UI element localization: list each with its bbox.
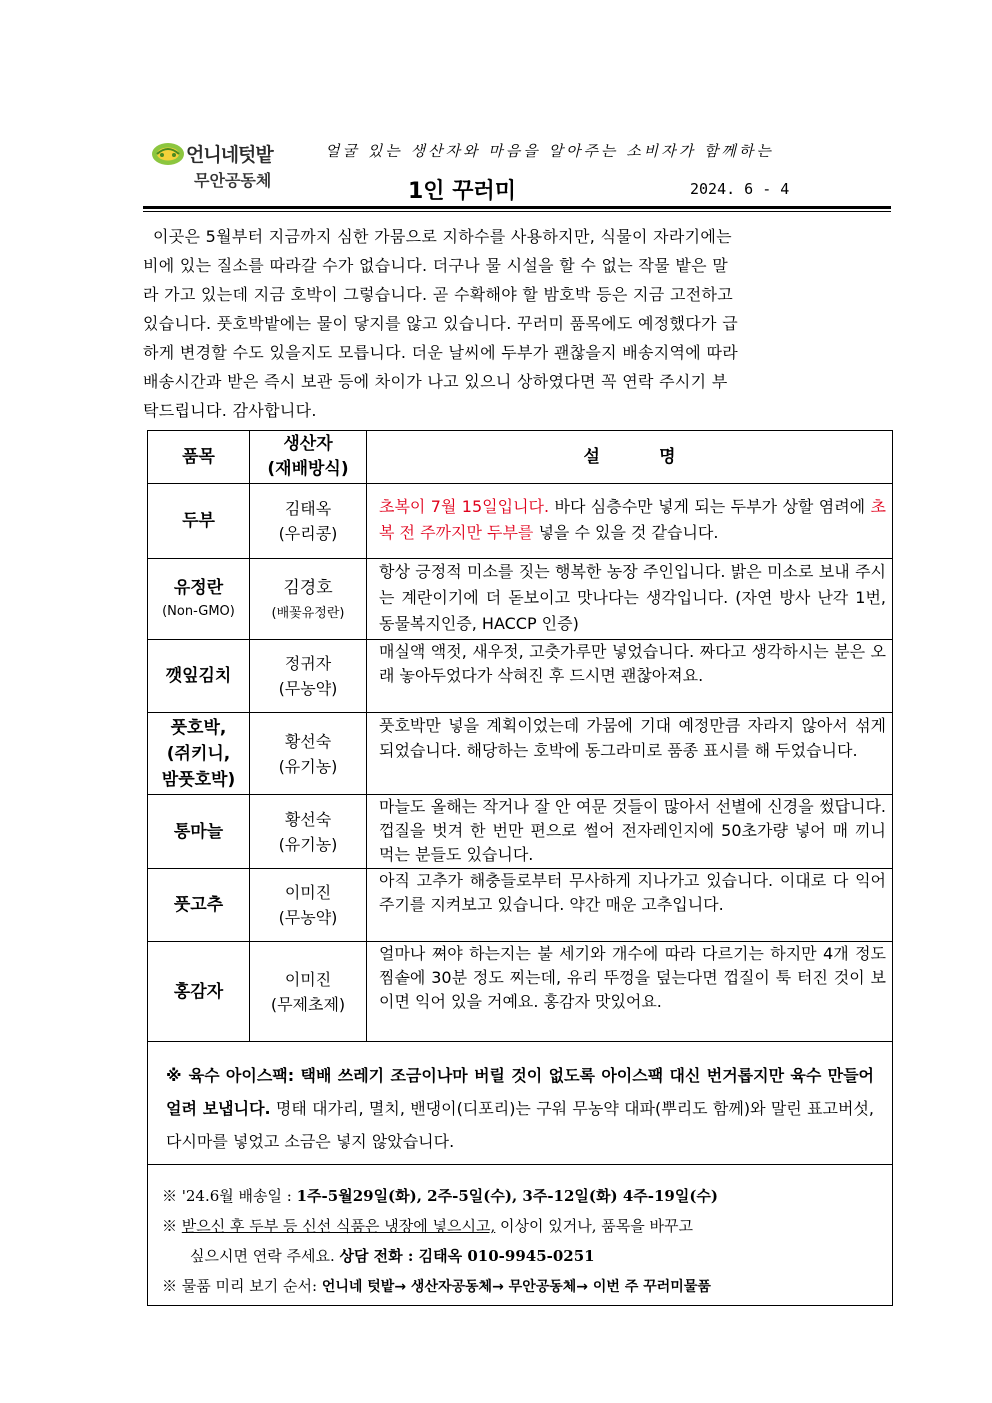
- item-note: (Non-GMO): [162, 604, 235, 619]
- header-desc: 설 명: [583, 446, 676, 467]
- table-row: [148, 484, 892, 559]
- cultivation-method: (배꽃유정란): [271, 606, 345, 621]
- item-name: 두부: [182, 511, 215, 531]
- preview-order: ※ 물품 미리 보기 순서: 언니네 텃밭→ 생산자공동체→ 무안공동체→ 이번 주 꾸러미물품: [162, 1277, 711, 1295]
- intro-line: 라 가고 있는데 지금 호박이 그렇습니다. 곧 수확해야 할 밤호박 등은 지금 고전하고: [143, 285, 733, 304]
- item-description: 매실액 액젓, 새우젓, 고춧가루만 넣었습니다. 짜다고 생각하시는 분은 오래 놓아두었다가 삭혀진 후 드시면 괜찮아져요.: [379, 642, 886, 685]
- item-description: 항상 긍정적 미소를 짓는 행복한 농장 주인입니다. 밝은 미소로 보내 주시는 계란이기에 더 돋보이고 맛나다는 생각입니다. (자연 방사 난각 1번, 동물복지인증, HACCP 인증): [379, 562, 886, 633]
- table-row: [148, 640, 892, 713]
- producer-name: 황선숙: [284, 809, 332, 829]
- item-name: 홍감자: [173, 981, 224, 1002]
- logo: [150, 138, 310, 190]
- storage-note: ※ 받으신 후 두부 등 신선 식품은 냉장에 넣으시고, 이상이 있거나, 품목을 바꾸고: [162, 1217, 693, 1235]
- table-row: [148, 869, 892, 942]
- table-row: [148, 942, 892, 1041]
- table-row: [148, 713, 892, 795]
- item-name: 통마늘: [173, 821, 224, 842]
- cultivation-method: (무농약): [278, 908, 338, 927]
- page-title: 1인 꾸러미: [408, 179, 516, 204]
- product-table: [147, 430, 893, 1042]
- header-item: 품목: [148, 431, 250, 483]
- contact-phone: 상담 전화 : 김태옥 010-9945-0251: [339, 1247, 595, 1265]
- intro-line: 배송시간과 받은 즉시 보관 등에 차이가 나고 있으니 상하였다면 꼭 연락 주시기 부: [143, 372, 728, 391]
- producer-name: 이미진: [284, 969, 332, 989]
- intro-line: 비에 있는 질소를 따라갈 수가 없습니다. 더구나 물 시설을 할 수 없는 작물 밭은 말: [143, 256, 728, 275]
- intro-line: 탁드립니다. 감사합니다.: [143, 401, 317, 420]
- icepack-title: ※ 육수 아이스팩: 택배 쓰레기 조금이나마 버릴 것이 없도록 아이스팩 대신 번거롭지만 육수 만들어 얼려 보냅니다.: [166, 1066, 874, 1118]
- community-name: 무안공동체: [194, 171, 272, 190]
- header-rule-thin: [143, 211, 891, 212]
- contact-line: 싶으시면 연락 주세요. 상담 전화 : 김태옥 010-9945-0251: [190, 1247, 595, 1265]
- cultivation-method: (유기농): [278, 756, 338, 776]
- intro-line: 있습니다. 풋호박밭에는 물이 닿지를 않고 있습니다. 꾸러미 품목에도 예정했다가 급: [143, 314, 738, 333]
- item-name: 깻잎김치: [165, 666, 232, 686]
- icepack-detail: 명태 대가리, 멸치, 밴댕이(디포리)는 구워 무농약 대파(뿌리도 함께)와 말린 표고버섯, 다시마를 넣었고 소금은 넣지 않았습니다.: [166, 1099, 874, 1151]
- producer-name: 황선숙: [284, 731, 332, 751]
- table-row: [148, 795, 892, 869]
- notices-box: [147, 1164, 893, 1306]
- item-name: (쥐키니,: [166, 743, 231, 764]
- icepack-note: [147, 1041, 893, 1165]
- intro-line: 하게 변경할 수도 있을지도 모릅니다. 더운 날씨에 두부가 괜찮을지 배송지역에 따라: [143, 343, 738, 362]
- item-description: 마늘도 올해는 작거나 잘 안 여문 것들이 많아서 선별에 신경을 썼답니다. 껍질을 벗겨 한 번만 편으로 썰어 전자레인지에 50초가량 넣어 매 끼니 먹는 분들도 있습니다.: [379, 797, 886, 864]
- delivery-dates: ※ '24.6월 배송일 : 1주-5월29일(화), 2주-5일(수), 3주-12일(화) 4주-19일(수): [162, 1187, 719, 1205]
- cultivation-method: (무제초제): [270, 994, 346, 1014]
- item-description: 풋호박만 넣을 계획이었는데 가뭄에 기대 예정만큼 자라지 않아서 섞게 되었습니다. 해당하는 호박에 동그라미로 품종 표시를 해 두었습니다.: [379, 716, 886, 760]
- header-producer: 생산자 (재배방식): [250, 431, 367, 483]
- item-name: 밤풋호박): [161, 769, 236, 790]
- item-name: 유정란: [173, 578, 224, 598]
- item-description: 아직 고추가 해충들로부터 무사하게 지나가고 있습니다. 이대로 다 익어 주기를 지켜보고 있습니다. 약간 매운 고추입니다.: [379, 871, 886, 914]
- producer-name: 김태옥: [284, 499, 332, 518]
- producer-name: 정귀자: [284, 654, 332, 673]
- header-rule-thick: [143, 206, 891, 209]
- issue-date: 2024. 6 - 4: [690, 180, 790, 198]
- table-row: [148, 559, 892, 640]
- producer-name: 김경호: [283, 578, 333, 598]
- cultivation-method: (무농약): [278, 679, 338, 698]
- item-description: 초복이 7월 15일입니다. 바다 심층수만 넣게 되는 두부가 상할 염려에 초복 전 주까지만 두부를 넣을 수 있을 것 같습니다.: [379, 497, 886, 542]
- cultivation-method: (우리콩): [278, 524, 338, 543]
- logo-leaf-icon: [150, 140, 186, 168]
- intro-paragraph: [143, 222, 857, 425]
- cultivation-method: (유기농): [278, 834, 338, 854]
- table-header-row: [148, 431, 892, 484]
- item-name: 풋호박,: [170, 717, 227, 738]
- intro-line: 이곳은 5월부터 지금까지 심한 가뭄으로 지하수를 사용하지만, 식물이 자라기에는: [153, 227, 732, 246]
- item-name: 풋고추: [173, 895, 224, 915]
- slogan: 얼굴 있는 생산자와 마음을 알아주는 소비자가 함께하는: [325, 142, 774, 160]
- item-description: 얼마나 쪄야 하는지는 불 세기와 개수에 따라 다르기는 하지만 4개 정도 찜솥에 30분 정도 찌는데, 유리 뚜껑을 덮는다면 껍질이 툭 터진 것이 보이면 익어 있을 거예요. 홍감자 맛있어요.: [379, 944, 886, 1011]
- producer-name: 이미진: [284, 883, 332, 902]
- brand-name: 언니네텃밭: [186, 144, 273, 166]
